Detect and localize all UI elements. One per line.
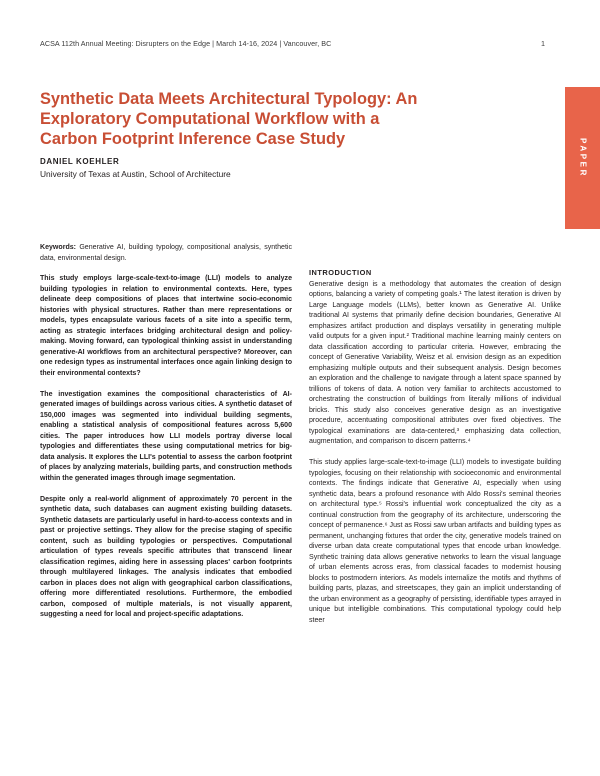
keywords-text: Generative AI, building typology, compositional analysis, synthetic data, environmental design. [40, 244, 293, 262]
keywords [40, 243, 292, 264]
section-heading-introduction: INTRODUCTION [309, 268, 372, 277]
page-number: 1 [540, 39, 545, 48]
running-head-text: ACSA 112th Annual Meeting: Disrupters on the Edge | March 14-16, 2024 | Vancouver, BC [40, 39, 332, 48]
abstract-paragraph-1: This study employs large-scale-text-to-image (LLI) models to analyze building typologies in relation to environmental contexts. Here, types delineate deep compositions of places that intertwine socio-economic histories with physical structures. Rather than mere representations or models, types encapsulate various facets of a site into a specific term, acting as strategic interfaces bridging architectural design and policy-making. Moving forward, can typological thinking assist in understanding generative-AI workflows from an architectural perspective? Moreover, can one redesign types as instrumental interfaces once again linking design to their environmental contexts? [40, 275, 292, 377]
intro-paragraph-1: Generative design is a methodology that automates the creation of design options, balancing a variety of competing goals.¹ The latest iteration is driven by Large Language models (LLMs), better known as Generative AI. Unlike traditional AI systems that primarily define decision boundaries, Generative AI emphasizes artifact production and displays versatility in generating multiple valid outputs for a given input.² Traditional machine learning mainly centers on data classification according to particular criteria. However, embracing the concept of Generative Variability, Weisz et al. envision design as an expedition emphasizing multiple outputs and their subsequent analysis. Design becomes an exploration and the challenge to navigate through a latent space spanned by trillions of tokens of data. A notion very familiar to architects accustomed to orchestrating the construction of buildings from literally millions of individual bricks. This study also conceives generative design as an investigative procedure, accentuating compositional attributes over fixed objectives. The typological examinations are data-centered,³ emphasizing data collection, augmentation, and comparison to discern patterns.⁴ [309, 280, 561, 445]
running-header [40, 39, 545, 48]
author-affiliation: University of Texas at Austin, School of Architecture [40, 169, 231, 179]
abstract-paragraph-3: Despite only a real-world alignment of approximately 70 percent in the synthetic data, such databases can augment existing building datasets. Synthetic datasets are particularly useful in hard-to-access contexts and in past or projective settings. They allow for the precise staging of specific content, such as building typologies or perspectives. Computational articulation of types reveals specific attributes that transcend linear classification regimes, aiding here in assessing places' carbon footprints through multilayered linkages. The analysis indicates that embodied carbon in places does not align with geographical carbon classifications, offering more differentiated resolutions. Furthermore, the embodied carbon, composed of multiple materials, is not visually apparent, suggesting a need for local and project-specific adaptations. [40, 495, 292, 618]
paper-title: Synthetic Data Meets Architectural Typology: An Exploratory Computational Workflow with a Carbon Footprint Inference Case Study [40, 90, 418, 148]
keywords-label: Keywords: [40, 244, 77, 251]
intro-paragraph-2: This study applies large-scale-text-to-image (LLI) models to investigate building typologies, focusing on their relationship with socioeconomic and environmental contexts. The findings indicate that Generative AI, especially when using synthetic data, bears a profound resonance with Aldo Rossi's seminal theories on architectural type.⁵ Rossi's influential work conceptualized the city as a continual construction from the geography of its architecture, underscoring the concept of permanence.⁶ Just as Rossi saw urban artifacts and building types as permanent, unchanging fixtures that order the city, generative models trained on diverse urban data create computational types that encode urban knowledge. Synthetic training data allows generative networks to learn the visual language of urban elements across eras, from classical facades to modernist housing blocks to postmodern interiors. As models internalize the motifs and rhythms of building parts, plazas, and streetscapes, they gain an implicit understanding of the urban environment as a geography of persisting, identifiable types arrayed in unique but intelligible combinations. This computational typology could help steer [309, 459, 561, 624]
paper-side-tab [565, 87, 600, 229]
abstract-paragraph-2: The investigation examines the compositional characteristics of AI-generated images of buildings across various cities. A synthetic dataset of 150,000 images was segmented into individual building segments, enabling a statistical analysis of compositional features across 5,600 cities. The paper introduces how LLI models portray diverse local typologies and differentiates these using computational metrics for big-data analysis. It explores the LLI's potential to assess the carbon footprint of places by analyzing materials, building parts, and construction methods within the generated images through image segmentation. [40, 390, 292, 482]
right-column [309, 268, 561, 637]
author-name: DANIEL KOEHLER [40, 157, 120, 166]
paper-tab-label: PAPER [578, 138, 587, 178]
left-column [40, 243, 292, 631]
